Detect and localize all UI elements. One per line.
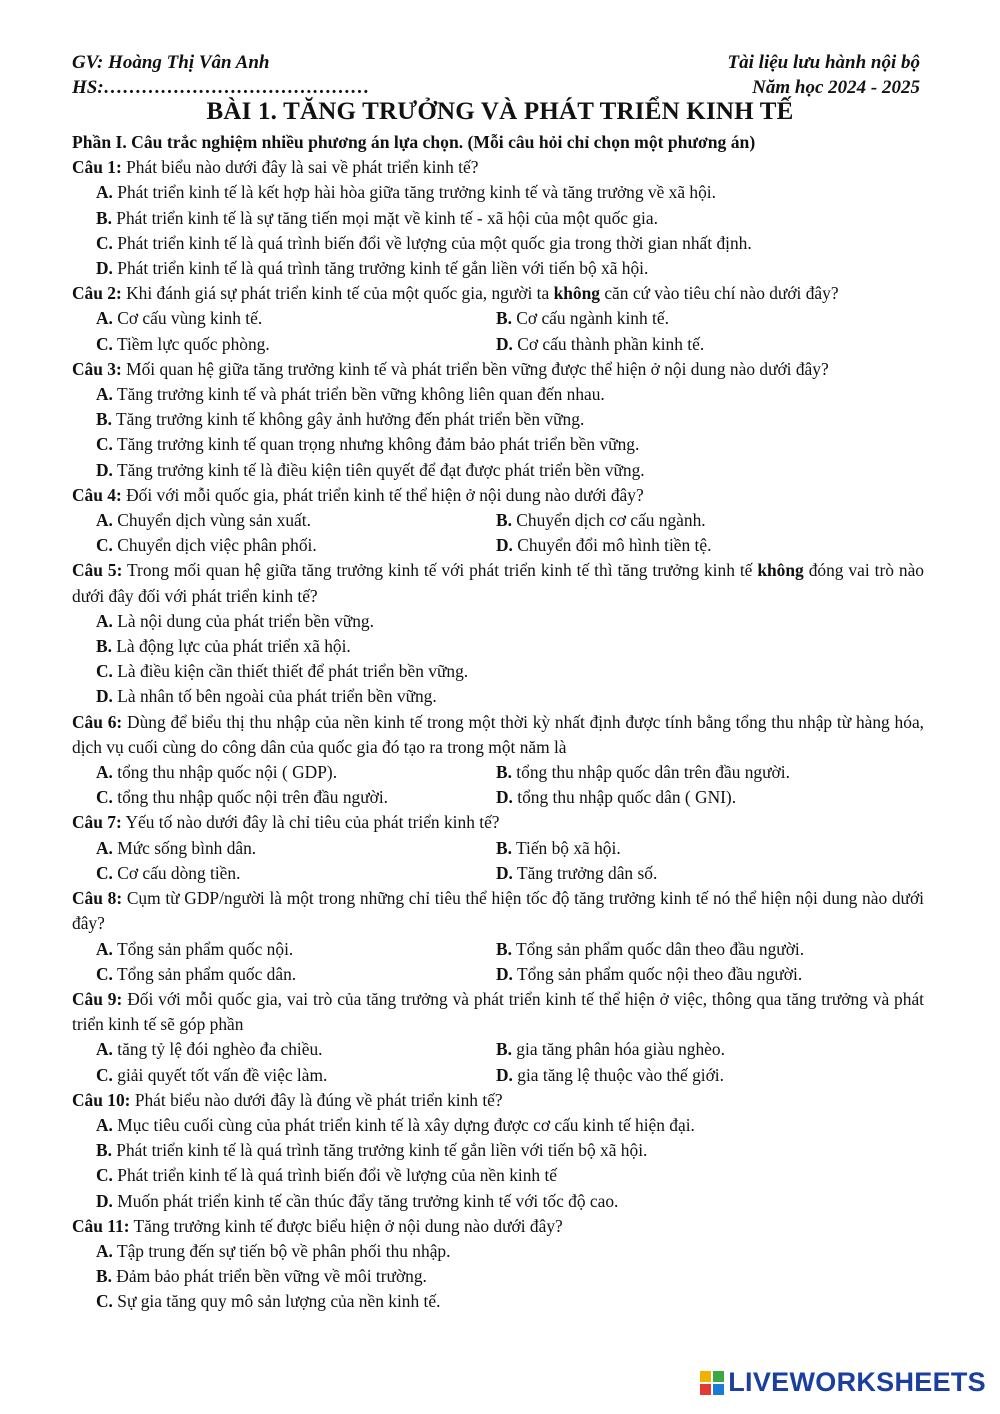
question-text: Trong mối quan hệ giữa tăng trưởng kinh tế với phát triển kinh tế thì tăng trưởng kinh tế bbox=[122, 560, 758, 581]
option-text: Phát triển kinh tế là kết hợp hài hòa giữa tăng trưởng kinh tế và tăng trưởng về xã hội. bbox=[112, 182, 716, 203]
question-9 bbox=[72, 987, 924, 1037]
option-3c[interactable] bbox=[72, 432, 924, 457]
liveworksheets-wordmark: LIVEWORKSHEETS bbox=[728, 1367, 986, 1397]
question-11 bbox=[72, 1214, 924, 1239]
question-label: Câu 9: bbox=[72, 988, 123, 1009]
option-10a[interactable] bbox=[72, 1113, 924, 1138]
option-letter: D. bbox=[96, 686, 113, 707]
option-text: Chuyển đổi mô hình tiền tệ. bbox=[512, 535, 712, 556]
option-text: Đảm bảo phát triển bền vững về môi trường. bbox=[111, 1266, 427, 1287]
option-row bbox=[72, 508, 924, 533]
option-letter: A. bbox=[96, 1240, 113, 1261]
option-text: Tăng trưởng kinh tế quan trọng nhưng không đảm bảo phát triển bền vững. bbox=[112, 434, 640, 455]
option-8d[interactable] bbox=[496, 962, 896, 987]
option-6c[interactable] bbox=[96, 785, 496, 810]
option-letter: D. bbox=[496, 963, 513, 984]
option-11b[interactable] bbox=[72, 1264, 924, 1289]
option-text: Phát triển kinh tế là sự tăng tiến mọi mặt về kinh tế - xã hội của một quốc gia. bbox=[111, 207, 658, 228]
question-label: Câu 3: bbox=[72, 358, 122, 379]
option-letter: A. bbox=[96, 182, 113, 203]
option-text: Tăng trưởng dân số. bbox=[512, 862, 658, 883]
option-2c[interactable] bbox=[96, 332, 496, 357]
question-2 bbox=[72, 281, 924, 306]
question-label: Câu 7: bbox=[72, 812, 122, 833]
option-letter: A. bbox=[96, 384, 113, 405]
option-row bbox=[72, 962, 924, 987]
question-label: Câu 4: bbox=[72, 484, 122, 505]
option-row bbox=[72, 836, 924, 861]
question-text: Đối với mỗi quốc gia, vai trò của tăng trưởng và phát triển kinh tế thể hiện ở việc, thông qua tăng trưởng và phát triển kinh tế sẽ góp phần bbox=[72, 988, 924, 1035]
question-1 bbox=[72, 155, 924, 180]
option-3a[interactable] bbox=[72, 382, 924, 407]
option-text: Tăng trưởng kinh tế là điều kiện tiên quyết để đạt được phát triển bền vững. bbox=[112, 459, 645, 480]
option-8b[interactable] bbox=[496, 937, 896, 962]
liveworksheets-logo bbox=[700, 1367, 986, 1398]
option-letter: A. bbox=[96, 308, 113, 329]
option-letter: C. bbox=[96, 1291, 113, 1312]
option-letter: D. bbox=[496, 333, 513, 354]
option-row bbox=[72, 332, 924, 357]
option-text: Tổng sản phẩm quốc dân. bbox=[112, 963, 297, 984]
option-8c[interactable] bbox=[96, 962, 496, 987]
option-letter: B. bbox=[96, 1266, 112, 1287]
option-2b[interactable] bbox=[496, 306, 896, 331]
option-letter: B. bbox=[496, 510, 512, 531]
option-text: Tiến bộ xã hội. bbox=[511, 837, 621, 858]
question-label: Câu 6: bbox=[72, 711, 123, 732]
option-text: Phát triển kinh tế là quá trình biến đổi về lượng của một quốc gia trong thời gian nhất định. bbox=[112, 232, 752, 253]
option-letter: A. bbox=[96, 837, 113, 858]
option-6d[interactable] bbox=[496, 785, 896, 810]
teacher-name: GV: Hoàng Thị Vân Anh bbox=[72, 52, 270, 73]
option-letter: B. bbox=[496, 308, 512, 329]
option-text: Tổng sản phẩm quốc dân theo đầu người. bbox=[511, 938, 805, 959]
option-text: giải quyết tốt vấn đề việc làm. bbox=[112, 1064, 328, 1085]
option-letter: B. bbox=[96, 1140, 112, 1161]
option-text: Muốn phát triển kinh tế cần thúc đẩy tăng trưởng kinh tế với tốc độ cao. bbox=[112, 1190, 619, 1211]
question-5 bbox=[72, 558, 924, 608]
option-letter: A. bbox=[96, 762, 113, 783]
question-emphasis: không bbox=[553, 283, 600, 304]
option-6b[interactable] bbox=[496, 760, 896, 785]
question-label: Câu 2: bbox=[72, 283, 122, 304]
option-text: Là điều kiện cần thiết thiết để phát triển bền vững. bbox=[112, 661, 469, 682]
option-row bbox=[72, 937, 924, 962]
option-2a[interactable] bbox=[96, 306, 496, 331]
option-3d[interactable] bbox=[72, 458, 924, 483]
option-10d[interactable] bbox=[72, 1189, 924, 1214]
question-text: Đối với mỗi quốc gia, phát triển kinh tế thể hiện ở nội dung nào dưới đây? bbox=[121, 484, 644, 505]
option-letter: A. bbox=[96, 1114, 113, 1135]
option-letter: B. bbox=[96, 207, 112, 228]
option-9d[interactable] bbox=[496, 1063, 896, 1088]
option-9b[interactable] bbox=[496, 1037, 896, 1062]
question-text: Phát biểu nào dưới đây là sai về phát triển kinh tế? bbox=[121, 157, 479, 178]
option-11a[interactable] bbox=[72, 1239, 924, 1264]
option-text: tăng tỷ lệ đói nghèo đa chiều. bbox=[112, 1039, 323, 1060]
option-text: Phát triển kinh tế là quá trình biến đổi về lượng của nền kinh tế bbox=[112, 1165, 558, 1186]
question-label: Câu 8: bbox=[72, 888, 123, 909]
option-letter: C. bbox=[96, 535, 113, 556]
option-text: Cơ cấu dòng tiền. bbox=[112, 862, 241, 883]
option-letter: C. bbox=[96, 661, 113, 682]
question-10 bbox=[72, 1088, 924, 1113]
option-5d[interactable] bbox=[72, 684, 924, 709]
option-letter: C. bbox=[96, 963, 113, 984]
option-letter: B. bbox=[96, 409, 112, 430]
option-text: Tổng sản phẩm quốc nội. bbox=[112, 938, 294, 959]
option-text: tổng thu nhập quốc nội trên đầu người. bbox=[112, 787, 389, 808]
question-text: Cụm từ GDP/người là một trong những chỉ tiêu thể hiện tốc độ tăng trưởng kinh tế nó thể hiện nội dung nào dưới đây? bbox=[72, 888, 924, 934]
option-text: Mức sống bình dân. bbox=[112, 837, 257, 858]
option-letter: C. bbox=[96, 232, 113, 253]
option-4a[interactable] bbox=[96, 508, 496, 533]
option-letter: A. bbox=[96, 1039, 113, 1060]
option-5b[interactable] bbox=[72, 634, 924, 659]
option-text: Phát triển kinh tế là quá trình tăng trưởng kinh tế gắn liền với tiến bộ xã hội. bbox=[112, 258, 649, 279]
question-list bbox=[72, 130, 924, 1315]
option-text: Cơ cấu vùng kinh tế. bbox=[112, 308, 263, 329]
option-8a[interactable] bbox=[96, 937, 496, 962]
option-2d[interactable] bbox=[496, 332, 896, 357]
question-3 bbox=[72, 357, 924, 382]
option-letter: D. bbox=[96, 258, 113, 279]
option-text: Chuyển dịch vùng sản xuất. bbox=[112, 510, 311, 531]
option-11c[interactable] bbox=[72, 1289, 924, 1314]
option-row bbox=[72, 785, 924, 810]
option-letter: A. bbox=[96, 510, 113, 531]
option-10c[interactable] bbox=[72, 1163, 924, 1188]
option-7c[interactable] bbox=[96, 861, 496, 886]
option-text: Sự gia tăng quy mô sản lượng của nền kinh tế. bbox=[112, 1291, 441, 1312]
option-1c[interactable] bbox=[72, 231, 924, 256]
question-text: Yếu tố nào dưới đây là chỉ tiêu của phát triển kinh tế? bbox=[121, 812, 500, 833]
option-letter: D. bbox=[96, 459, 113, 480]
lesson-title: BÀI 1. TĂNG TRƯỞNG VÀ PHÁT TRIỂN KINH TẾ bbox=[206, 98, 794, 125]
option-text: tổng thu nhập quốc dân trên đầu người. bbox=[511, 762, 790, 783]
option-text: Mục tiêu cuối cùng của phát triển kinh tế là xây dựng được cơ cấu kinh tế hiện đại. bbox=[112, 1114, 695, 1135]
option-text: Là động lực của phát triển xã hội. bbox=[111, 636, 351, 657]
option-3b[interactable] bbox=[72, 407, 924, 432]
option-row bbox=[72, 1037, 924, 1062]
question-8 bbox=[72, 886, 924, 936]
question-label: Câu 10: bbox=[72, 1089, 131, 1110]
option-text: tổng thu nhập quốc nội ( GDP). bbox=[112, 762, 338, 783]
option-letter: C. bbox=[96, 1064, 113, 1085]
option-letter: C. bbox=[96, 333, 113, 354]
option-text: tổng thu nhập quốc dân ( GNI). bbox=[512, 787, 737, 808]
part-heading: Phần I. Câu trắc nghiệm nhiều phương án lựa chọn. (Mỗi câu hỏi chỉ chọn một phương án) bbox=[72, 132, 756, 152]
option-letter: B. bbox=[96, 636, 112, 657]
option-text: gia tăng lệ thuộc vào thế giới. bbox=[512, 1064, 724, 1085]
option-text: Cơ cấu thành phần kinh tế. bbox=[512, 333, 705, 354]
option-text: Phát triển kinh tế là quá trình tăng trưởng kinh tế gắn liền với tiến bộ xã hội. bbox=[111, 1140, 648, 1161]
option-letter: D. bbox=[496, 862, 513, 883]
option-letter: D. bbox=[496, 535, 513, 556]
option-letter: A. bbox=[96, 938, 113, 959]
option-4b[interactable] bbox=[496, 508, 896, 533]
option-text: Là nhân tố bên ngoài của phát triển bền vững. bbox=[112, 686, 437, 707]
question-text: Mối quan hệ giữa tăng trưởng kinh tế và phát triển bền vững được thể hiện ở nội dung nào dưới đây? bbox=[121, 358, 829, 379]
option-4d[interactable] bbox=[496, 533, 896, 558]
option-text: Tăng trưởng kinh tế không gây ảnh hưởng đến phát triển bền vững. bbox=[111, 409, 585, 430]
option-text: Tập trung đến sự tiến bộ về phân phối thu nhập. bbox=[112, 1240, 451, 1261]
option-letter: C. bbox=[96, 1165, 113, 1186]
option-5c[interactable] bbox=[72, 659, 924, 684]
question-7 bbox=[72, 810, 924, 835]
option-text: Cơ cấu ngành kinh tế. bbox=[511, 308, 669, 329]
option-1d[interactable] bbox=[72, 256, 924, 281]
option-letter: D. bbox=[496, 787, 513, 808]
option-letter: A. bbox=[96, 610, 113, 631]
question-label: Câu 5: bbox=[72, 560, 123, 581]
option-letter: C. bbox=[96, 787, 113, 808]
option-6a[interactable] bbox=[96, 760, 496, 785]
option-1a[interactable] bbox=[72, 180, 924, 205]
question-text: Tăng trưởng kinh tế được biểu hiện ở nội dung nào dưới đây? bbox=[129, 1215, 563, 1236]
option-text: Chuyển dịch việc phân phối. bbox=[112, 535, 317, 556]
liveworksheets-logo-icon bbox=[700, 1371, 724, 1395]
option-7a[interactable] bbox=[96, 836, 496, 861]
option-text: Chuyển dịch cơ cấu ngành. bbox=[511, 510, 706, 531]
question-emphasis: không bbox=[757, 560, 804, 581]
option-letter: D. bbox=[96, 1190, 113, 1211]
option-7b[interactable] bbox=[496, 836, 896, 861]
option-10b[interactable] bbox=[72, 1138, 924, 1163]
question-text: Khi đánh giá sự phát triển kinh tế của một quốc gia, người ta bbox=[121, 283, 554, 304]
option-7d[interactable] bbox=[496, 861, 896, 886]
question-text: đóng vai trò nào dưới đây đối với phát triển kinh tế? bbox=[72, 560, 925, 606]
option-row bbox=[72, 1063, 924, 1088]
circulation-note: Tài liệu lưu hành nội bộ bbox=[727, 52, 920, 73]
option-text: Tổng sản phẩm quốc nội theo đầu người. bbox=[512, 963, 803, 984]
question-text: Phát biểu nào dưới đây là đúng về phát triển kinh tế? bbox=[130, 1089, 503, 1110]
option-text: Tăng trưởng kinh tế và phát triển bền vững không liên quan đến nhau. bbox=[112, 384, 605, 405]
student-name-line: HS:…………………………………… bbox=[72, 77, 370, 98]
option-row bbox=[72, 760, 924, 785]
option-letter: D. bbox=[496, 1064, 513, 1085]
option-row bbox=[72, 533, 924, 558]
option-text: gia tăng phân hóa giàu nghèo. bbox=[511, 1039, 725, 1060]
question-4 bbox=[72, 483, 924, 508]
option-4c[interactable] bbox=[96, 533, 496, 558]
option-5a[interactable] bbox=[72, 609, 924, 634]
option-9a[interactable] bbox=[96, 1037, 496, 1062]
option-letter: B. bbox=[496, 837, 512, 858]
option-letter: B. bbox=[496, 762, 512, 783]
option-row bbox=[72, 306, 924, 331]
option-letter: C. bbox=[96, 434, 113, 455]
question-label: Câu 1: bbox=[72, 157, 122, 178]
option-9c[interactable] bbox=[96, 1063, 496, 1088]
option-1b[interactable] bbox=[72, 206, 924, 231]
option-text: Tiềm lực quốc phòng. bbox=[112, 333, 270, 354]
option-letter: B. bbox=[496, 938, 512, 959]
question-label: Câu 11: bbox=[72, 1215, 130, 1236]
question-6 bbox=[72, 710, 924, 760]
option-letter: B. bbox=[496, 1039, 512, 1060]
option-text: Là nội dung của phát triển bền vững. bbox=[112, 610, 374, 631]
question-text: Dùng để biểu thị thu nhập của nền kinh tế trong một thời kỳ nhất định được tính bằng tổng thu nhập từ hàng hóa, dịch vụ cuối cùng do công dân của quốc gia đó tạo ra trong một năm là bbox=[72, 711, 925, 757]
option-letter: C. bbox=[96, 862, 113, 883]
question-text: căn cứ vào tiêu chí nào dưới đây? bbox=[599, 283, 839, 304]
school-year: Năm học 2024 - 2025 bbox=[752, 77, 920, 98]
option-row bbox=[72, 861, 924, 886]
